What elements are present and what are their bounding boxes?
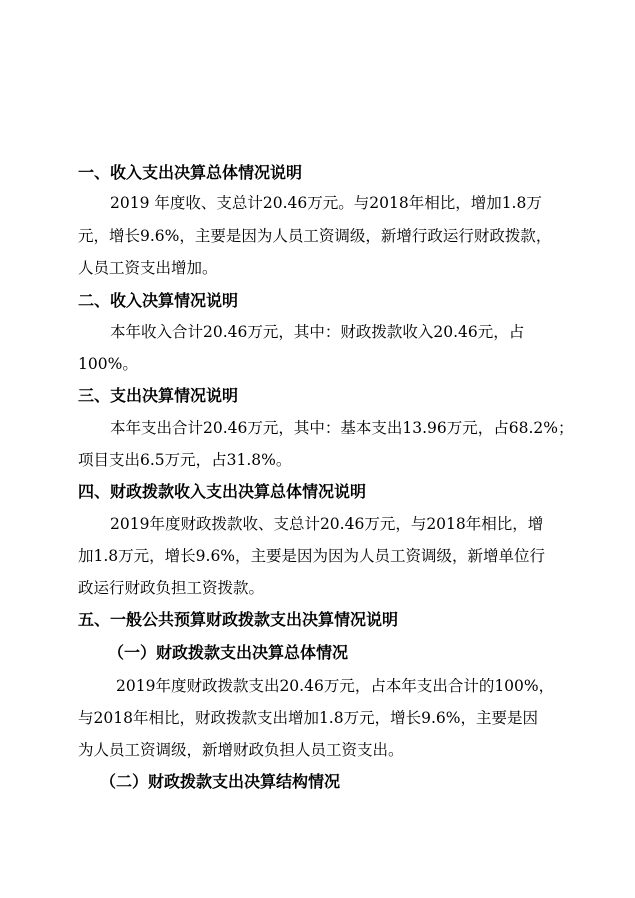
section-1-line-3: 人员工资支出增加。	[78, 259, 218, 277]
section-2-line-1: 本年收入合计20.46万元，其中：财政拨款收入20.46元，占	[110, 323, 525, 341]
section-3-line-2: 项目支出6.5万元，占31.8%。	[78, 451, 292, 469]
section-heading-4: 四、财政拨款收入支出决算总体情况说明	[78, 482, 367, 501]
section-heading-2: 二、收入决算情况说明	[78, 291, 239, 310]
section-1-line-2: 元，增长9.6%，主要是因为人员工资调级，新增行政运行财政拨款，	[78, 227, 552, 245]
section-2-line-2: 100%。	[78, 355, 138, 373]
subsection-5-1-line-1: 2019年度财政拨款支出20.46万元，占本年支出合计的100%，	[116, 677, 555, 695]
section-heading-1: 一、收入支出决算总体情况说明	[78, 163, 303, 182]
subsection-heading-5-2: （二）财政拨款支出决算结构情况	[100, 772, 341, 791]
section-4-line-1: 2019年度财政拨款收、支总计20.46万元，与2018年相比，增	[110, 515, 544, 533]
section-1-line-1: 2019 年度收、支总计20.46万元。与2018年相比，增加1.8万	[110, 194, 542, 212]
section-4-line-3: 政运行财政负担工资拨款。	[78, 579, 265, 597]
section-heading-3: 三、支出决算情况说明	[78, 386, 239, 405]
subsection-5-1-line-3: 为人员工资调级，新增财政负担人员工资支出。	[78, 741, 404, 759]
section-3-line-1: 本年支出合计20.46万元，其中：基本支出13.96万元，占68.2%；	[110, 419, 574, 437]
subsection-5-1-line-2: 与2018年相比，财政拨款支出增加1.8万元，增长9.6%，主要是因	[78, 709, 538, 727]
section-4-line-2: 加1.8万元，增长9.6%，主要是因为因为人员工资调级，新增单位行	[78, 547, 546, 565]
subsection-heading-5-1: （一）财政拨款支出决算总体情况	[108, 643, 349, 662]
section-heading-5: 五、一般公共预算财政拨款支出决算情况说明	[78, 610, 399, 629]
